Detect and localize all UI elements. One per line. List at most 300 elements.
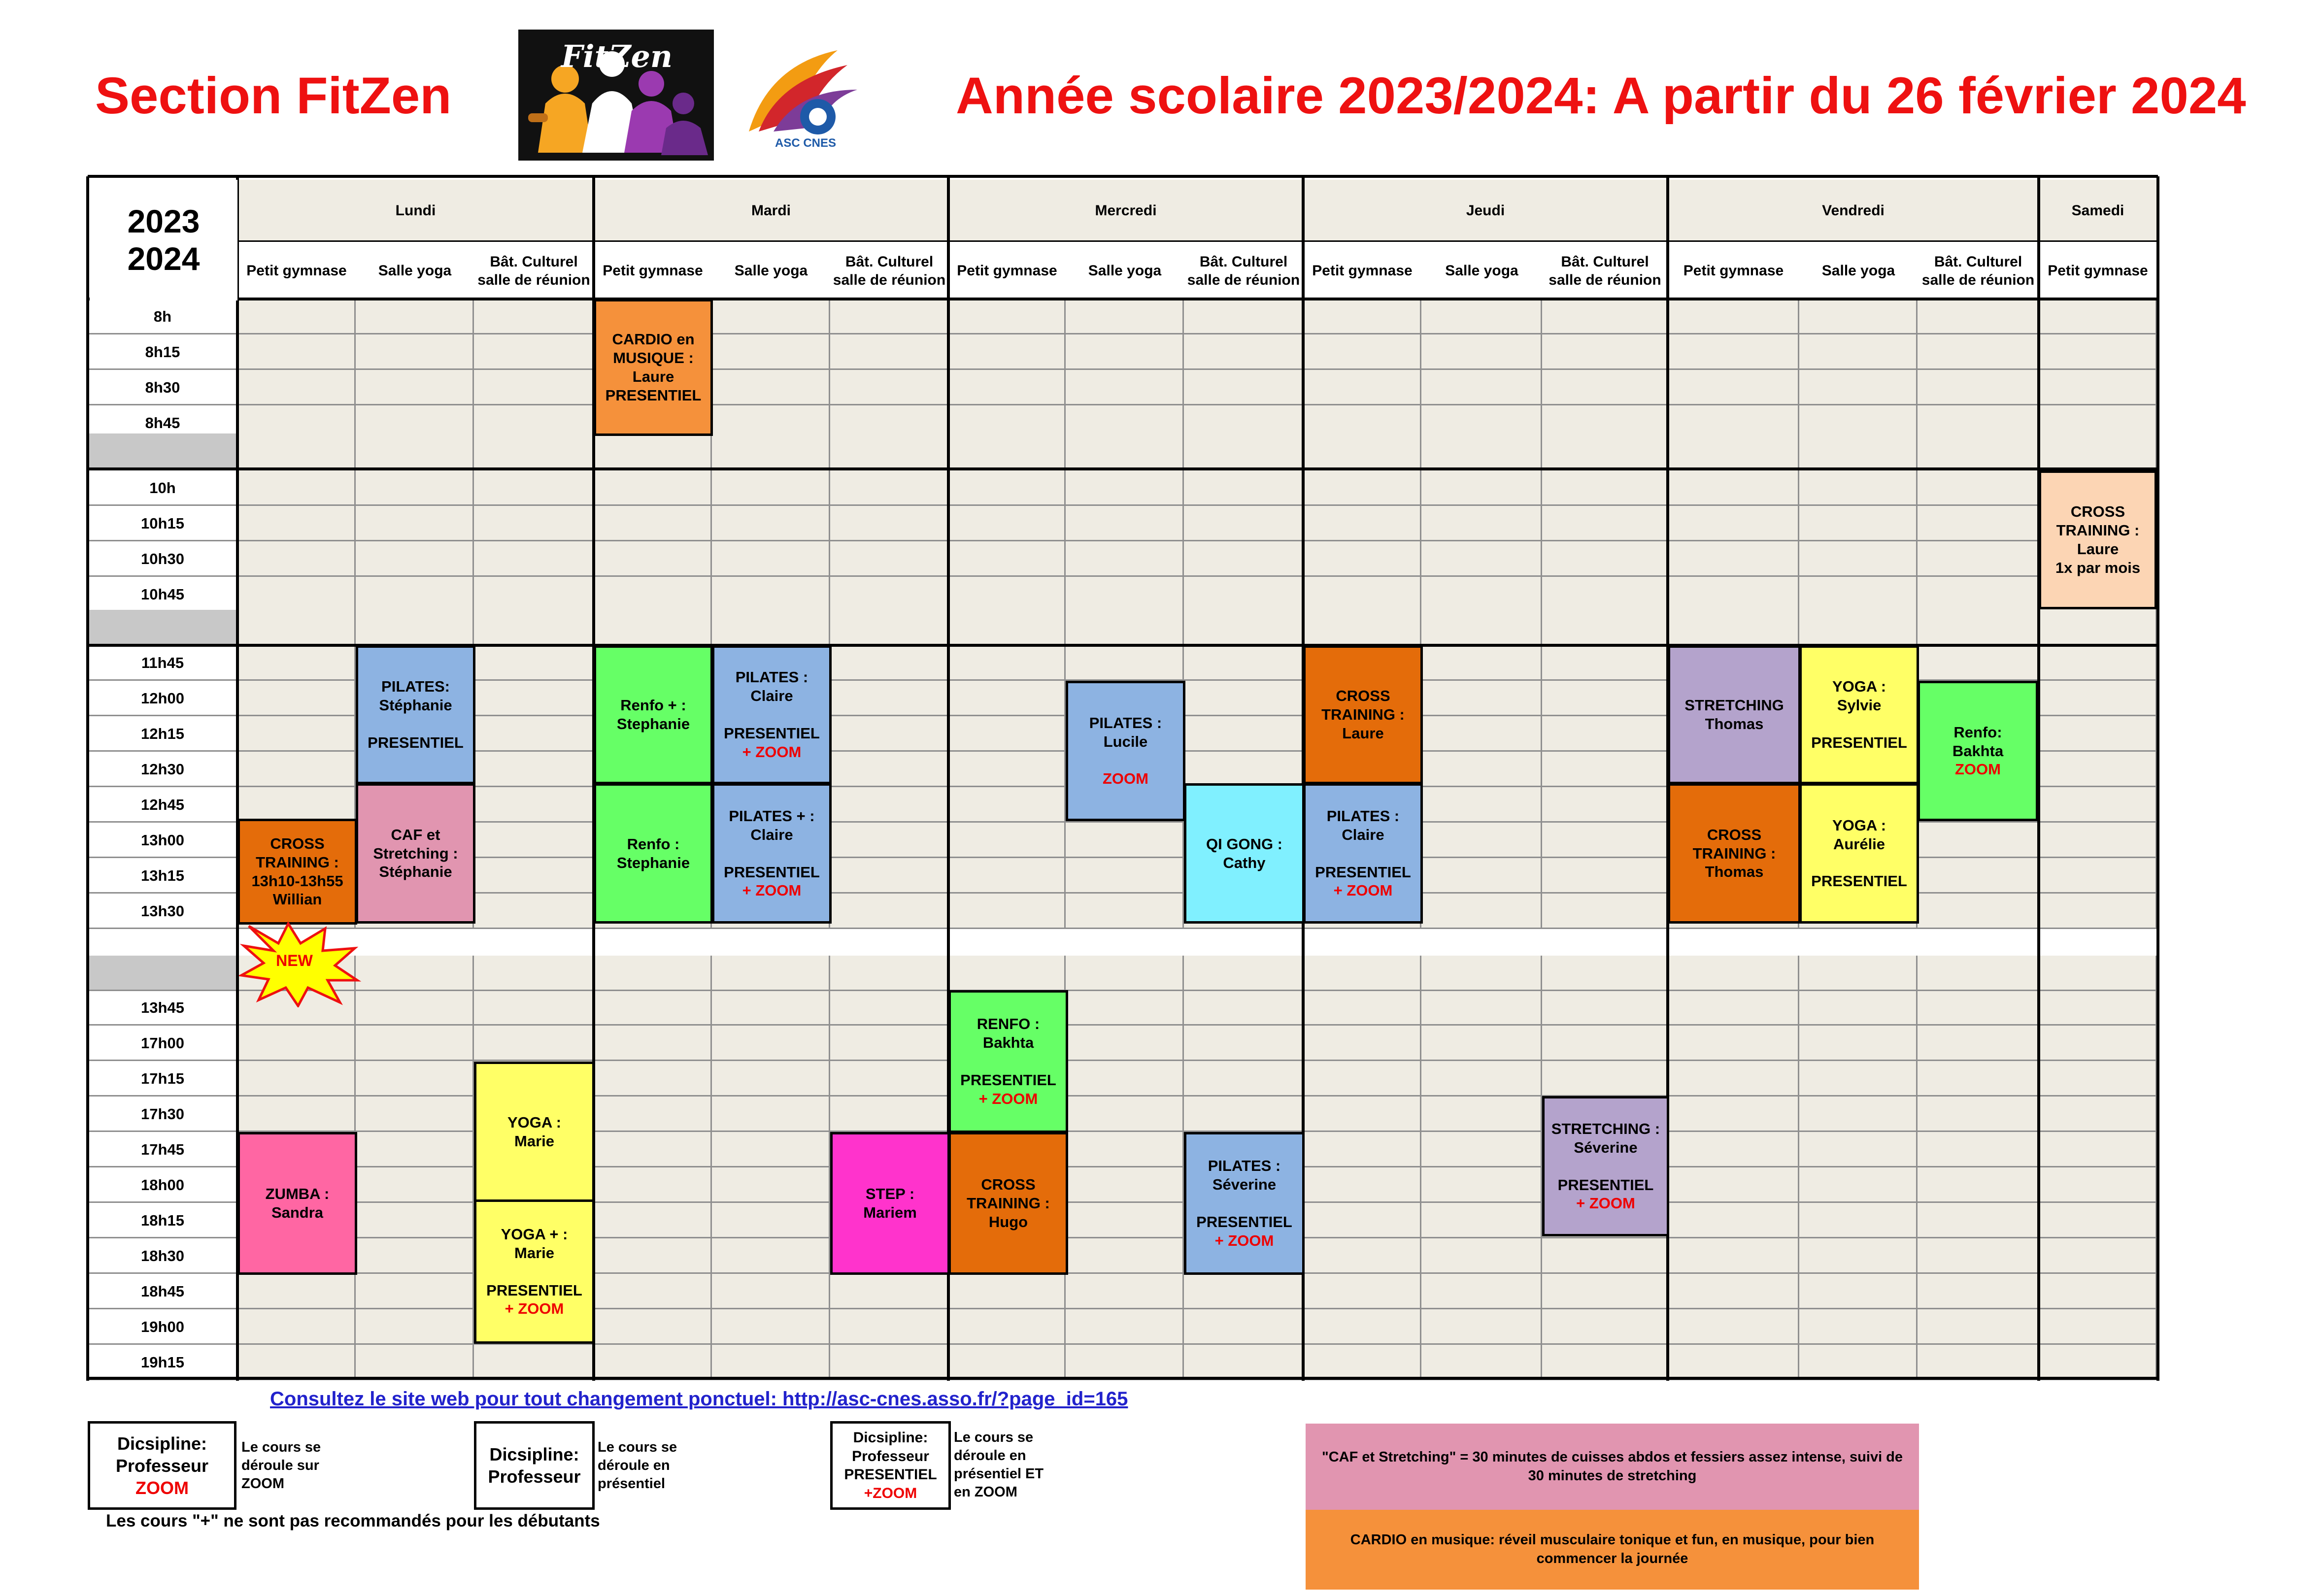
schedule-slot[interactable] — [1668, 1274, 1799, 1309]
schedule-slot[interactable] — [237, 752, 356, 787]
schedule-slot[interactable] — [2039, 716, 2157, 752]
schedule-slot[interactable] — [830, 681, 948, 716]
schedule-slot[interactable] — [1421, 299, 1542, 334]
schedule-slot[interactable] — [712, 1061, 830, 1097]
schedule-slot[interactable] — [2039, 1061, 2157, 1097]
schedule-slot[interactable] — [1918, 823, 2039, 858]
schedule-slot[interactable] — [474, 506, 594, 541]
schedule-slot[interactable] — [1066, 433, 1184, 469]
schedule-slot[interactable] — [2039, 1345, 2157, 1380]
schedule-slot[interactable] — [1066, 370, 1184, 405]
class-jeudi-stretching[interactable]: STRETCHING : Séverine PRESENTIEL + ZOOM — [1542, 1096, 1669, 1236]
schedule-slot[interactable] — [1066, 470, 1184, 506]
class-mardi-renfo-plus[interactable]: Renfo + : Stephanie — [594, 645, 713, 784]
schedule-slot[interactable] — [1066, 645, 1184, 681]
schedule-slot[interactable] — [594, 610, 712, 645]
schedule-slot[interactable] — [1421, 956, 1542, 991]
schedule-slot[interactable] — [1303, 470, 1421, 506]
schedule-slot[interactable] — [1421, 645, 1542, 681]
schedule-slot[interactable] — [2039, 956, 2157, 991]
schedule-slot[interactable] — [237, 1309, 356, 1345]
schedule-slot[interactable] — [712, 1026, 830, 1061]
schedule-slot[interactable] — [1066, 1238, 1184, 1274]
schedule-slot[interactable] — [2039, 610, 2157, 645]
class-mercredi-pilates-severine[interactable]: PILATES : Séverine PRESENTIEL + ZOOM — [1184, 1132, 1305, 1275]
schedule-slot[interactable] — [1799, 433, 1918, 469]
schedule-slot[interactable] — [1542, 716, 1668, 752]
schedule-slot[interactable] — [948, 470, 1066, 506]
schedule-slot[interactable] — [1542, 645, 1668, 681]
schedule-slot[interactable] — [1668, 1309, 1799, 1345]
schedule-slot[interactable] — [1668, 506, 1799, 541]
schedule-slot[interactable] — [1918, 894, 2039, 929]
schedule-slot[interactable] — [237, 1345, 356, 1380]
schedule-slot[interactable] — [1421, 506, 1542, 541]
schedule-slot[interactable] — [594, 1345, 712, 1380]
schedule-slot[interactable] — [594, 956, 712, 991]
schedule-slot[interactable] — [948, 956, 1066, 991]
schedule-slot[interactable] — [1303, 1167, 1421, 1203]
schedule-slot[interactable] — [830, 506, 948, 541]
schedule-slot[interactable] — [830, 787, 948, 823]
schedule-slot[interactable] — [474, 787, 594, 823]
schedule-slot[interactable] — [1421, 1097, 1542, 1132]
schedule-slot[interactable] — [948, 541, 1066, 577]
schedule-slot[interactable] — [1421, 433, 1542, 469]
schedule-slot[interactable] — [1421, 1345, 1542, 1380]
schedule-slot[interactable] — [1303, 1238, 1421, 1274]
schedule-slot[interactable] — [948, 433, 1066, 469]
schedule-slot[interactable] — [1918, 1203, 2039, 1238]
schedule-slot[interactable] — [1184, 645, 1303, 681]
schedule-slot[interactable] — [1799, 610, 1918, 645]
schedule-slot[interactable] — [2039, 787, 2157, 823]
schedule-slot[interactable] — [474, 716, 594, 752]
schedule-slot[interactable] — [712, 470, 830, 506]
schedule-slot[interactable] — [1918, 1238, 2039, 1274]
schedule-slot[interactable] — [1542, 370, 1668, 405]
schedule-slot[interactable] — [1799, 577, 1918, 612]
schedule-slot[interactable] — [830, 299, 948, 334]
schedule-slot[interactable] — [474, 990, 594, 1026]
schedule-slot[interactable] — [474, 1026, 594, 1061]
schedule-slot[interactable] — [474, 334, 594, 370]
schedule-slot[interactable] — [830, 577, 948, 612]
schedule-slot[interactable] — [1421, 610, 1542, 645]
schedule-slot[interactable] — [1799, 1309, 1918, 1345]
schedule-slot[interactable] — [237, 681, 356, 716]
schedule-slot[interactable] — [1066, 1026, 1184, 1061]
schedule-slot[interactable] — [948, 299, 1066, 334]
schedule-slot[interactable] — [594, 990, 712, 1026]
schedule-slot[interactable] — [1918, 610, 2039, 645]
schedule-slot[interactable] — [1066, 1345, 1184, 1380]
schedule-slot[interactable] — [2039, 1203, 2157, 1238]
schedule-slot[interactable] — [237, 334, 356, 370]
schedule-slot[interactable] — [1421, 990, 1542, 1026]
schedule-slot[interactable] — [594, 541, 712, 577]
schedule-slot[interactable] — [1668, 1167, 1799, 1203]
schedule-slot[interactable] — [1542, 541, 1668, 577]
schedule-slot[interactable] — [1542, 470, 1668, 506]
schedule-slot[interactable] — [1668, 1026, 1799, 1061]
schedule-slot[interactable] — [356, 1167, 474, 1203]
schedule-slot[interactable] — [1799, 1238, 1918, 1274]
schedule-slot[interactable] — [1184, 1274, 1303, 1309]
class-mercredi-pilates[interactable]: PILATES : Lucile ZOOM — [1066, 681, 1185, 821]
schedule-slot[interactable] — [1184, 1061, 1303, 1097]
schedule-slot[interactable] — [1799, 470, 1918, 506]
schedule-slot[interactable] — [2039, 1238, 2157, 1274]
schedule-slot[interactable] — [948, 506, 1066, 541]
schedule-slot[interactable] — [1303, 1309, 1421, 1345]
schedule-slot[interactable] — [948, 752, 1066, 787]
schedule-slot[interactable] — [1918, 858, 2039, 894]
schedule-slot[interactable] — [1066, 956, 1184, 991]
schedule-slot[interactable] — [1799, 956, 1918, 991]
schedule-slot[interactable] — [712, 334, 830, 370]
schedule-slot[interactable] — [1303, 334, 1421, 370]
schedule-slot[interactable] — [1668, 433, 1799, 469]
schedule-slot[interactable] — [948, 577, 1066, 612]
schedule-slot[interactable] — [1918, 470, 2039, 506]
schedule-slot[interactable] — [1668, 470, 1799, 506]
schedule-slot[interactable] — [830, 1026, 948, 1061]
schedule-slot[interactable] — [712, 990, 830, 1026]
schedule-slot[interactable] — [1668, 541, 1799, 577]
schedule-slot[interactable] — [237, 610, 356, 645]
schedule-slot[interactable] — [1303, 1097, 1421, 1132]
schedule-slot[interactable] — [1184, 470, 1303, 506]
schedule-slot[interactable] — [1421, 1026, 1542, 1061]
schedule-slot[interactable] — [948, 858, 1066, 894]
schedule-slot[interactable] — [1184, 610, 1303, 645]
schedule-slot[interactable] — [830, 752, 948, 787]
schedule-slot[interactable] — [594, 1238, 712, 1274]
schedule-slot[interactable] — [1303, 1274, 1421, 1309]
schedule-slot[interactable] — [1303, 1026, 1421, 1061]
class-lundi-pilates[interactable]: PILATES: Stéphanie PRESENTIEL — [356, 645, 475, 784]
schedule-slot[interactable] — [474, 470, 594, 506]
schedule-slot[interactable] — [594, 506, 712, 541]
schedule-slot[interactable] — [1542, 334, 1668, 370]
schedule-slot[interactable] — [237, 1061, 356, 1097]
schedule-slot[interactable] — [594, 1274, 712, 1309]
schedule-slot[interactable] — [1421, 1238, 1542, 1274]
schedule-slot[interactable] — [1542, 990, 1668, 1026]
schedule-slot[interactable] — [1421, 752, 1542, 787]
schedule-slot[interactable] — [1542, 1061, 1668, 1097]
schedule-slot[interactable] — [948, 681, 1066, 716]
schedule-slot[interactable] — [2039, 1274, 2157, 1309]
schedule-slot[interactable] — [1918, 334, 2039, 370]
schedule-slot[interactable] — [1184, 1309, 1303, 1345]
schedule-slot[interactable] — [948, 1274, 1066, 1309]
schedule-slot[interactable] — [356, 610, 474, 645]
class-mardi-renfo[interactable]: Renfo : Stephanie — [594, 783, 713, 924]
schedule-slot[interactable] — [1918, 1061, 2039, 1097]
schedule-slot[interactable] — [594, 1167, 712, 1203]
schedule-slot[interactable] — [1303, 299, 1421, 334]
schedule-slot[interactable] — [1542, 681, 1668, 716]
schedule-slot[interactable] — [1668, 1061, 1799, 1097]
schedule-slot[interactable] — [1799, 1274, 1918, 1309]
schedule-slot[interactable] — [948, 894, 1066, 929]
schedule-slot[interactable] — [948, 645, 1066, 681]
schedule-slot[interactable] — [1421, 1274, 1542, 1309]
class-mardi-step[interactable]: STEP : Mariem — [830, 1132, 950, 1275]
schedule-slot[interactable] — [1668, 610, 1799, 645]
schedule-slot[interactable] — [712, 610, 830, 645]
class-vendredi-yoga-aurelie[interactable]: YOGA : Aurélie PRESENTIEL — [1799, 783, 1919, 924]
schedule-slot[interactable] — [1184, 433, 1303, 469]
schedule-slot[interactable] — [2039, 1309, 2157, 1345]
schedule-slot[interactable] — [1421, 1203, 1542, 1238]
schedule-slot[interactable] — [356, 370, 474, 405]
schedule-slot[interactable] — [237, 506, 356, 541]
schedule-slot[interactable] — [2039, 858, 2157, 894]
class-mardi-cardio[interactable]: CARDIO en MUSIQUE : Laure PRESENTIEL — [594, 299, 713, 436]
schedule-slot[interactable] — [1542, 752, 1668, 787]
schedule-slot[interactable] — [830, 433, 948, 469]
schedule-slot[interactable] — [594, 1026, 712, 1061]
class-jeudi-cross-training[interactable]: CROSS TRAINING : Laure — [1303, 645, 1423, 784]
schedule-slot[interactable] — [830, 1097, 948, 1132]
schedule-slot[interactable] — [1918, 1026, 2039, 1061]
schedule-slot[interactable] — [1799, 299, 1918, 334]
schedule-slot[interactable] — [1542, 1238, 1668, 1274]
schedule-slot[interactable] — [474, 610, 594, 645]
schedule-slot[interactable] — [1303, 577, 1421, 612]
schedule-slot[interactable] — [948, 787, 1066, 823]
class-lundi-caf-stretching[interactable]: CAF et Stretching : Stéphanie — [356, 783, 475, 924]
schedule-slot[interactable] — [356, 956, 474, 991]
schedule-slot[interactable] — [830, 1345, 948, 1380]
schedule-slot[interactable] — [1421, 1309, 1542, 1345]
schedule-slot[interactable] — [1918, 433, 2039, 469]
schedule-slot[interactable] — [1918, 577, 2039, 612]
schedule-slot[interactable] — [594, 1309, 712, 1345]
schedule-slot[interactable] — [474, 645, 594, 681]
schedule-slot[interactable] — [1542, 1345, 1668, 1380]
schedule-slot[interactable] — [830, 956, 948, 991]
schedule-slot[interactable] — [1066, 1309, 1184, 1345]
schedule-slot[interactable] — [948, 1345, 1066, 1380]
schedule-slot[interactable] — [712, 1132, 830, 1167]
schedule-slot[interactable] — [1542, 823, 1668, 858]
class-mardi-pilates-plus[interactable]: PILATES + : Claire PRESENTIEL + ZOOM — [712, 783, 832, 924]
schedule-slot[interactable] — [1421, 577, 1542, 612]
schedule-slot[interactable] — [1303, 370, 1421, 405]
schedule-slot[interactable] — [712, 577, 830, 612]
schedule-slot[interactable] — [356, 1097, 474, 1132]
schedule-slot[interactable] — [1421, 1061, 1542, 1097]
class-lundi-zumba[interactable]: ZUMBA : Sandra — [237, 1132, 357, 1275]
schedule-slot[interactable] — [237, 1026, 356, 1061]
schedule-slot[interactable] — [2039, 894, 2157, 929]
schedule-slot[interactable] — [1303, 1203, 1421, 1238]
schedule-slot[interactable] — [1799, 370, 1918, 405]
schedule-slot[interactable] — [830, 334, 948, 370]
schedule-slot[interactable] — [356, 1132, 474, 1167]
schedule-slot[interactable] — [948, 716, 1066, 752]
schedule-slot[interactable] — [712, 1238, 830, 1274]
schedule-slot[interactable] — [356, 1274, 474, 1309]
schedule-slot[interactable] — [830, 1309, 948, 1345]
schedule-slot[interactable] — [712, 956, 830, 991]
schedule-slot[interactable] — [1066, 541, 1184, 577]
schedule-slot[interactable] — [2039, 1026, 2157, 1061]
schedule-slot[interactable] — [1542, 956, 1668, 991]
schedule-slot[interactable] — [474, 577, 594, 612]
schedule-slot[interactable] — [2039, 681, 2157, 716]
schedule-slot[interactable] — [1303, 610, 1421, 645]
schedule-slot[interactable] — [237, 370, 356, 405]
schedule-slot[interactable] — [1184, 1097, 1303, 1132]
schedule-slot[interactable] — [1066, 610, 1184, 645]
schedule-slot[interactable] — [356, 433, 474, 469]
schedule-slot[interactable] — [830, 610, 948, 645]
schedule-slot[interactable] — [1184, 541, 1303, 577]
schedule-slot[interactable] — [1668, 370, 1799, 405]
schedule-slot[interactable] — [1066, 334, 1184, 370]
schedule-slot[interactable] — [594, 470, 712, 506]
schedule-slot[interactable] — [1799, 506, 1918, 541]
schedule-slot[interactable] — [1918, 1167, 2039, 1203]
class-lundi-yoga-plus[interactable]: YOGA + : Marie PRESENTIEL + ZOOM — [474, 1199, 595, 1344]
schedule-slot[interactable] — [2039, 334, 2157, 370]
class-samedi-cross-training[interactable]: CROSS TRAINING : Laure 1x par mois — [2039, 470, 2157, 609]
schedule-slot[interactable] — [948, 334, 1066, 370]
schedule-slot[interactable] — [1184, 334, 1303, 370]
schedule-slot[interactable] — [830, 1061, 948, 1097]
schedule-slot[interactable] — [2039, 370, 2157, 405]
schedule-slot[interactable] — [1799, 1026, 1918, 1061]
website-link[interactable]: Consultez le site web pour tout changement ponctuel: http://asc-cnes.asso.fr/?page_id=165 — [270, 1388, 1128, 1410]
schedule-slot[interactable] — [594, 433, 712, 469]
schedule-slot[interactable] — [830, 645, 948, 681]
schedule-slot[interactable] — [830, 823, 948, 858]
schedule-slot[interactable] — [1542, 1309, 1668, 1345]
schedule-slot[interactable] — [712, 1203, 830, 1238]
schedule-slot[interactable] — [2039, 645, 2157, 681]
schedule-slot[interactable] — [1542, 1274, 1668, 1309]
schedule-slot[interactable] — [474, 681, 594, 716]
schedule-slot[interactable] — [2039, 823, 2157, 858]
schedule-slot[interactable] — [712, 541, 830, 577]
schedule-slot[interactable] — [1184, 1345, 1303, 1380]
schedule-slot[interactable] — [1918, 1309, 2039, 1345]
schedule-slot[interactable] — [237, 645, 356, 681]
class-jeudi-pilates[interactable]: PILATES : Claire PRESENTIEL + ZOOM — [1303, 783, 1423, 924]
schedule-slot[interactable] — [2039, 299, 2157, 334]
schedule-slot[interactable] — [1421, 716, 1542, 752]
schedule-slot[interactable] — [1668, 1132, 1799, 1167]
schedule-slot[interactable] — [1799, 541, 1918, 577]
schedule-slot[interactable] — [1303, 1061, 1421, 1097]
schedule-slot[interactable] — [356, 1345, 474, 1380]
schedule-slot[interactable] — [1421, 470, 1542, 506]
schedule-slot[interactable] — [1421, 334, 1542, 370]
schedule-slot[interactable] — [1066, 577, 1184, 612]
schedule-slot[interactable] — [1184, 506, 1303, 541]
class-lundi-yoga[interactable]: YOGA : Marie — [474, 1062, 595, 1202]
schedule-slot[interactable] — [1421, 681, 1542, 716]
schedule-slot[interactable] — [1542, 577, 1668, 612]
schedule-slot[interactable] — [1918, 1345, 2039, 1380]
schedule-slot[interactable] — [830, 894, 948, 929]
schedule-slot[interactable] — [474, 299, 594, 334]
schedule-slot[interactable] — [1066, 894, 1184, 929]
schedule-slot[interactable] — [1421, 541, 1542, 577]
schedule-slot[interactable] — [1066, 858, 1184, 894]
schedule-slot[interactable] — [237, 1097, 356, 1132]
schedule-slot[interactable] — [830, 541, 948, 577]
schedule-slot[interactable] — [356, 1026, 474, 1061]
schedule-slot[interactable] — [712, 370, 830, 405]
schedule-slot[interactable] — [356, 1203, 474, 1238]
schedule-slot[interactable] — [1184, 299, 1303, 334]
schedule-slot[interactable] — [1184, 681, 1303, 716]
schedule-slot[interactable] — [2039, 1097, 2157, 1132]
schedule-slot[interactable] — [356, 506, 474, 541]
class-lundi-cross-training[interactable]: CROSS TRAINING : 13h10-13h55 Willian — [237, 819, 357, 925]
schedule-slot[interactable] — [594, 577, 712, 612]
schedule-slot[interactable] — [830, 1274, 948, 1309]
schedule-slot[interactable] — [712, 433, 830, 469]
schedule-slot[interactable] — [237, 716, 356, 752]
schedule-slot[interactable] — [474, 1345, 594, 1380]
schedule-slot[interactable] — [1668, 334, 1799, 370]
class-vendredi-cross-training[interactable]: CROSS TRAINING : Thomas — [1668, 783, 1801, 924]
schedule-slot[interactable] — [1918, 645, 2039, 681]
schedule-slot[interactable] — [712, 1097, 830, 1132]
schedule-slot[interactable] — [1066, 1097, 1184, 1132]
schedule-slot[interactable] — [2039, 1167, 2157, 1203]
schedule-slot[interactable] — [1799, 990, 1918, 1026]
schedule-slot[interactable] — [1421, 1167, 1542, 1203]
schedule-slot[interactable] — [474, 752, 594, 787]
class-vendredi-stretching[interactable]: STRETCHING Thomas — [1668, 645, 1801, 784]
schedule-slot[interactable] — [1066, 1061, 1184, 1097]
schedule-slot[interactable] — [1668, 1203, 1799, 1238]
schedule-slot[interactable] — [2039, 433, 2157, 469]
schedule-slot[interactable] — [1303, 956, 1421, 991]
schedule-slot[interactable] — [1303, 1132, 1421, 1167]
class-mercredi-qigong[interactable]: QI GONG : Cathy — [1184, 783, 1305, 924]
schedule-slot[interactable] — [1303, 433, 1421, 469]
schedule-slot[interactable] — [1542, 894, 1668, 929]
schedule-slot[interactable] — [1668, 990, 1799, 1026]
schedule-slot[interactable] — [1184, 752, 1303, 787]
schedule-slot[interactable] — [830, 716, 948, 752]
schedule-slot[interactable] — [474, 956, 594, 991]
schedule-slot[interactable] — [1799, 1345, 1918, 1380]
schedule-slot[interactable] — [237, 577, 356, 612]
schedule-slot[interactable] — [1421, 894, 1542, 929]
schedule-slot[interactable] — [830, 990, 948, 1026]
schedule-slot[interactable] — [1668, 299, 1799, 334]
schedule-slot[interactable] — [1918, 506, 2039, 541]
schedule-slot[interactable] — [237, 1274, 356, 1309]
schedule-slot[interactable] — [1421, 858, 1542, 894]
schedule-slot[interactable] — [237, 787, 356, 823]
schedule-slot[interactable] — [474, 433, 594, 469]
class-mercredi-cross-training[interactable]: CROSS TRAINING : Hugo — [948, 1132, 1068, 1275]
schedule-slot[interactable] — [1668, 577, 1799, 612]
schedule-slot[interactable] — [237, 470, 356, 506]
schedule-slot[interactable] — [356, 470, 474, 506]
